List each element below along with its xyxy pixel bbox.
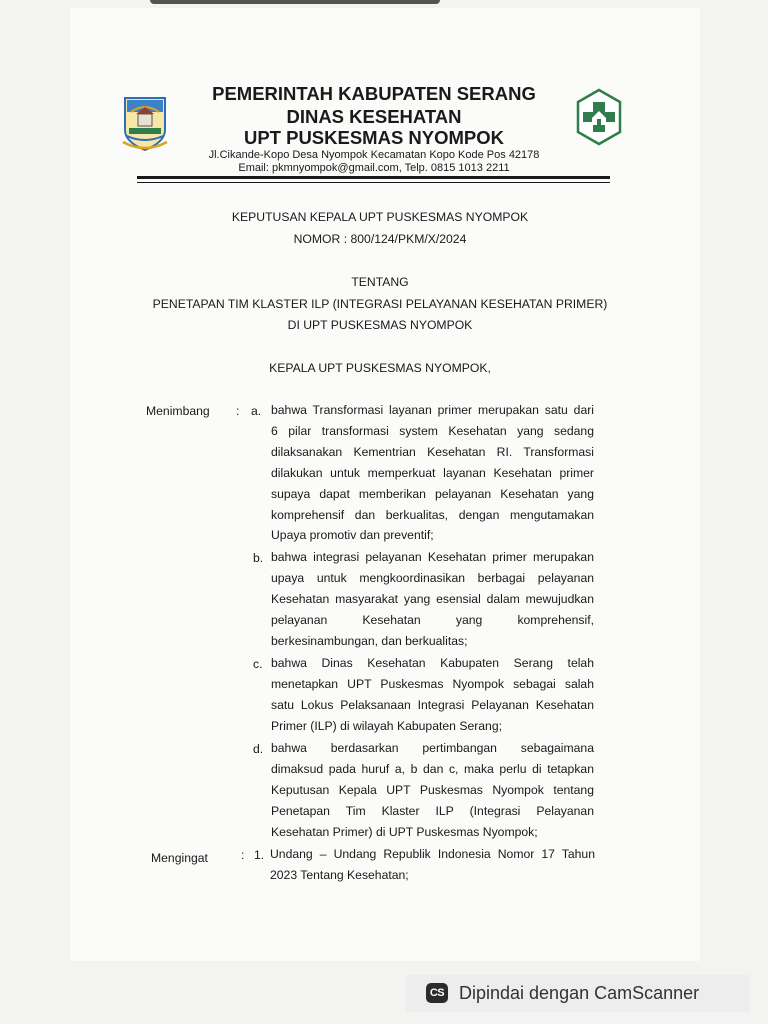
menimbang-label: Menimbang [146,404,210,418]
menimbang-marker-a: a. [251,404,262,418]
address-line: Jl.Cikande-Kopo Desa Nyompok Kecamatan Kopo Kode Pos 42178 [208,149,540,161]
text-line: dilakukan untuk memperkuat layanan Kesehatan primer [271,465,594,480]
menimbang-item-c [271,653,594,737]
menimbang-marker-c: c. [253,657,263,671]
text-line: Kesehatan masyarakat yang esensial dalam mewujudkan [271,591,594,606]
issuer-line: KEPALA UPT PUSKESMAS NYOMPOK, [269,361,491,375]
menimbang-item-a [271,400,594,546]
menimbang-item-d [271,738,594,843]
text-line: 6 pilar transformasi system Kesehatan yang sedang [271,423,594,438]
text-line: dilaksanakan Kementrian Kesehatan RI. Transformasi [271,444,594,459]
text-line: berkesinambungan, dan berkualitas; [271,633,468,648]
mengingat-marker-1: 1. [254,848,265,862]
decree-number: NOMOR : 800/124/PKM/X/2024 [293,232,467,246]
text-line: satu Lokus Pelaksanaan Integrasi Pelayanan Kesehatan [271,697,594,712]
about-label: TENTANG [351,275,409,289]
text-line: bahwa integrasi pelayanan Kesehatan primer merupakan [271,550,594,564]
camscanner-label: Dipindai dengan CamScanner [459,983,700,1003]
menimbang-colon: : [236,404,240,418]
text-line: dimaksud pada huruf a, b dan c, maka perlu di tetapkan [271,761,594,776]
menimbang-marker-b: b. [253,551,264,565]
text-line: bahwa Transformasi layanan primer merupakan satu dari [271,403,594,417]
decree-subject-line2: DI UPT PUSKESMAS NYOMPOK [287,318,473,332]
mengingat-item-1 [270,844,595,886]
text-line: menetapkan UPT Puskesmas Nyompok sebagai salah [271,676,594,691]
menimbang-marker-d: d. [253,742,264,756]
decree-subject-line1: PENETAPAN TIM KLASTER ILP (INTEGRASI PELAYANAN KESEHATAN PRIMER) [152,297,608,311]
text-line: Undang – Undang Republik Indonesia Nomor 17 Tahun [270,847,595,861]
text-line: Keputusan Kepala UPT Puskesmas Nyompok tentang [271,782,594,797]
text-line: 2023 Tentang Kesehatan; [270,867,409,882]
text-line: upaya untuk mengkoordinasikan berbagai pelayanan [271,570,594,585]
government-name: PEMERINTAH KABUPATEN SERANG [212,83,536,104]
unit-name: UPT PUSKESMAS NYOMPOK [243,127,505,148]
camscanner-watermark [406,975,750,1012]
decree-title: KEPUTUSAN KEPALA UPT PUSKESMAS NYOMPOK [231,210,529,224]
camscanner-icon: CS [426,983,448,1003]
text-line: Upaya promotiv dan preventif; [271,528,434,543]
mengingat-label: Mengingat [151,851,208,865]
text-line: supaya dapat memberikan pelayanan Kesehatan yang [271,486,594,501]
text-line: komprehensif dan berkualitas, dengan mengutamakan [271,507,594,522]
letterhead-rule-thick [137,176,610,179]
text-line: bahwa Dinas Kesehatan Kabupaten Serang telah [271,656,594,670]
text-line: bahwa berdasarkan pertimbangan sebagaimana [271,741,594,755]
mengingat-colon: : [241,848,245,862]
contact-line: Email: pkmnyompok@gmail.com, Telp. 0815 1013 2211 [238,162,510,174]
letterhead-rule-thin [137,182,610,183]
text-line: Penetapan Tim Klaster ILP (Integrasi Pelayanan [271,803,594,818]
text-line: Primer (ILP) di wilayah Kabupaten Serang; [271,718,503,733]
menimbang-item-b [271,547,594,652]
scan-edge [150,0,440,4]
text-line: Kesehatan Primer) di UPT Puskesmas Nyompok; [271,824,538,839]
agency-name: DINAS KESEHATAN [286,106,462,127]
text-line: pelayanan Kesehatan yang komprehensif, [271,612,594,627]
